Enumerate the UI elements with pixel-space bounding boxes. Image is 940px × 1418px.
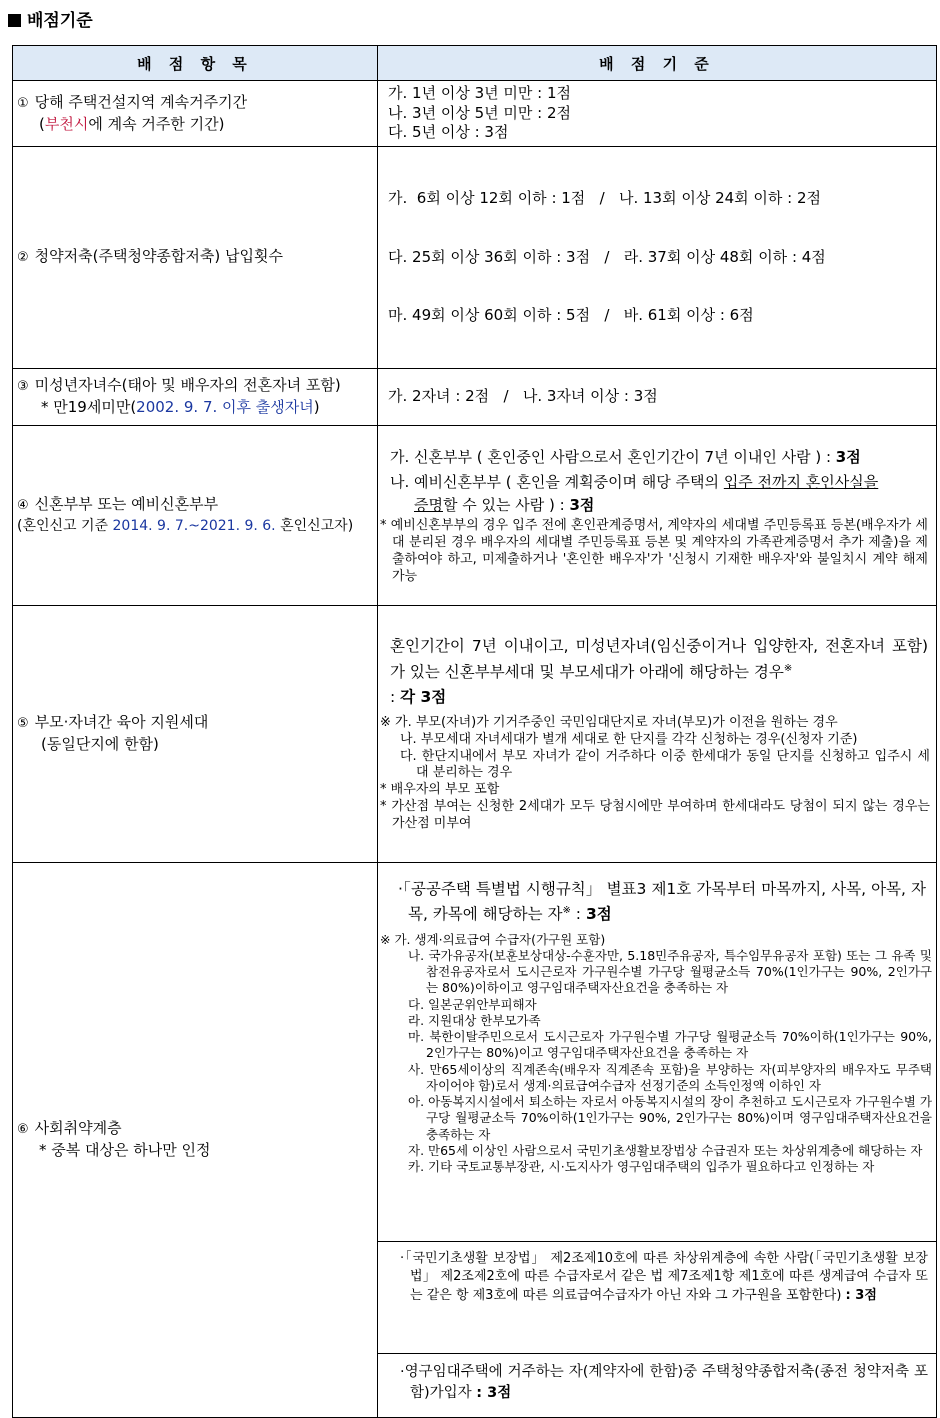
row3-criteria: 가. 2자녀 : 2점 / 나. 3자녀 이상 : 3점	[378, 368, 937, 425]
row4-item: ④ 신혼부부 또는 예비신혼부부 (혼인신고 기준 2014. 9. 7.~2021. 9. 6. 혼인신고자)	[13, 425, 378, 605]
header-item: 배 점 항 목	[13, 46, 378, 81]
row2-criteria: 가. 6회 이상 12회 이하 : 1점 / 나. 13회 이상 24회 이하 : 2점 다. 25회 이상 36회 이하 : 3점 / 라. 37회 이상 48회 이하 : 4점 마. 49회 이상 60회 이하 : 5점 / 바. 61회 이상 : 6점	[378, 147, 937, 369]
square-bullet-icon	[8, 14, 21, 27]
row4-note: * 예비신혼부부의 경우 입주 전에 혼인관계증명서, 계약자의 세대별 주민등록표 등본(배우자가 세대 분리된 경우 배우자의 세대별 주민등록표 등본 및 계약자의 가족관계증명서 추가 제출)을 제출하여야 하고, 미제출하거나 '혼인한 배우자'가 '신청시 기재한 배우자'와 불일치시 계약 해제 가능	[380, 518, 928, 585]
table-row	[13, 81, 937, 147]
table-row	[13, 368, 937, 425]
page-title	[8, 6, 93, 31]
row5-criteria: 혼인기간이 7년 이내이고, 미성년자녀(임신중이거나 입양한자, 전혼자녀 포함)가 있는 신혼부부세대 및 부모세대가 아래에 해당하는 경우※ : 각 3점 ※ 가. 부모(자녀)가 기거주중인 국민임대단지로 자녀(부모)가 이전을 원하는 경우 나. 부모세대 자녀세대가 별개 세대로 한 단지를 각각 신청하는 경우(신청자 기준) 다. 한단지내에서 부모 자녀가 같이 거주하다 이중 한세대가 동일 단지를 신청하고 입주시 세대 분리하는 경우 * 배우자의 부모 포함 * 가산점 부여는 신청한 2세대가 모두 당첨시에만 부여하며 한세대라도 당첨이 되지 않는 경우는 가산점 미부여	[378, 605, 937, 862]
row4-criteria: 가. 신혼부부 ( 혼인중인 사람으로서 혼인기간이 7년 이내인 사람 ) : 3점 나. 예비신혼부부 ( 혼인을 계획중이며 해당 주택의 입주 전까지 혼인사실을 증명할 수 있는 사람 ) : 3점 * 예비신혼부부의 경우 입주 전에 혼인관계증명서, 계약자의 세대별 주민등록표 등본(배우자가 세대 분리된 경우 배우자의 세대별 주민등록표 등본 및 계약자의 가족관계증명서 추가 제출)을 제출하여야 하고, 미제출하거나 '혼인한 배우자'가 '신청시 기재한 배우자'와 불일치시 계약 해제 가능	[378, 425, 937, 605]
row3-item: ③ 미성년자녀수(태아 및 배우자의 전혼자녀 포함) * 만19세미만(2002. 9. 7. 이후 출생자녀)	[13, 368, 378, 425]
row1-criteria: 가. 1년 이상 3년 미만 : 1점 나. 3년 이상 5년 미만 : 2점 다. 5년 이상 : 3점	[378, 81, 937, 147]
row5-item: ⑤ 부모·자녀간 육아 지원세대 (동일단지에 한함)	[13, 605, 378, 862]
row2-item: ② 청약저축(주택청약종합저축) 납입횟수	[13, 147, 378, 369]
score-table	[12, 45, 937, 1418]
table-row	[13, 605, 937, 862]
row1-item: ① 당해 주택건설지역 계속거주기간 (부천시에 계속 거주한 기간)	[13, 81, 378, 147]
table-row	[13, 147, 937, 369]
header-criteria: 배 점 기 준	[378, 46, 937, 81]
page-title-text: 배점기준	[27, 11, 93, 31]
row6-criteria: ·「공공주택 특별법 시행규칙」 별표3 제1호 가목부터 마목까지, 사목, 아목, 자목, 카목에 해당하는 자※ : 3점 ※ 가. 생계·의료급여 수급자(가구원 포함) 나. 국가유공자(보훈보상대상-수훈자만, 5.18민주유공자, 특수임무유공자 포함) 또는 그 유족 및 참전유공자로서 도시근로자 가구원수별 가구당 월평균소득 70%(1인가구는 90%, 2인가구는 80%)이하이고 영구임대주택자산요건을 충족하는 자 다. 일본군위안부피해자 라. 지원대상 한부모가족 마. 북한이탈주민으로서 도시근로자 가구원수별 가구당 월평균소득 70%이하(1인가구는 90%, 2인가구는 80%)이고 영구임대주택자산요건을 충족하는 자 사. 만65세이상의 직계존속(배우자 직계존속 포함)을 부양하는 자(피부양자의 배우자도 무주택자이어야 함)로서 생계·의료급여수급자 선정기준의 소득인정액 이하인 자 아. 아동복지시설에서 퇴소하는 자로서 아동복지시설의 장이 추천하고 도시근로자 가구원수별 가구당 월평균소득 70%이하(1인가구는 90%, 2인가구는 80%)이며 영구임대주택자산요건을 충족하는 자 자. 만65세 이상인 사람으로서 국민기초생활보장법상 수급권자 또는 차상위계층에 해당하는 자 카. 기타 국토교통부장관, 시·도지사가 영구임대주택의 입주가 필요하다고 인정하는 자 ·「국민기초생활 보장법」 제2조제10호에 따른 차상위계층에 속한 사람(「국민기초생활 보장법」 제2조제2호에 따른 수급자로서 같은 법 제7조제1항 제1호에 따른 생계급여 수급자 또는 같은 항 제3호에 따른 의료급여수급자가 아닌 자와 그 가구원을 포함한다) : 3점 ·영구임대주택에 거주하는 자(계약자에 한함)중 주택청약종합저축(종전 청약저축 포함)가입자 : 3점	[378, 862, 937, 1417]
row6-item: ⑥ 사회취약계층 * 중복 대상은 하나만 인정	[13, 862, 378, 1417]
city-name: 부천시	[44, 114, 89, 133]
table-header-row	[13, 46, 937, 81]
table-row	[13, 862, 937, 1417]
table-row	[13, 425, 937, 605]
